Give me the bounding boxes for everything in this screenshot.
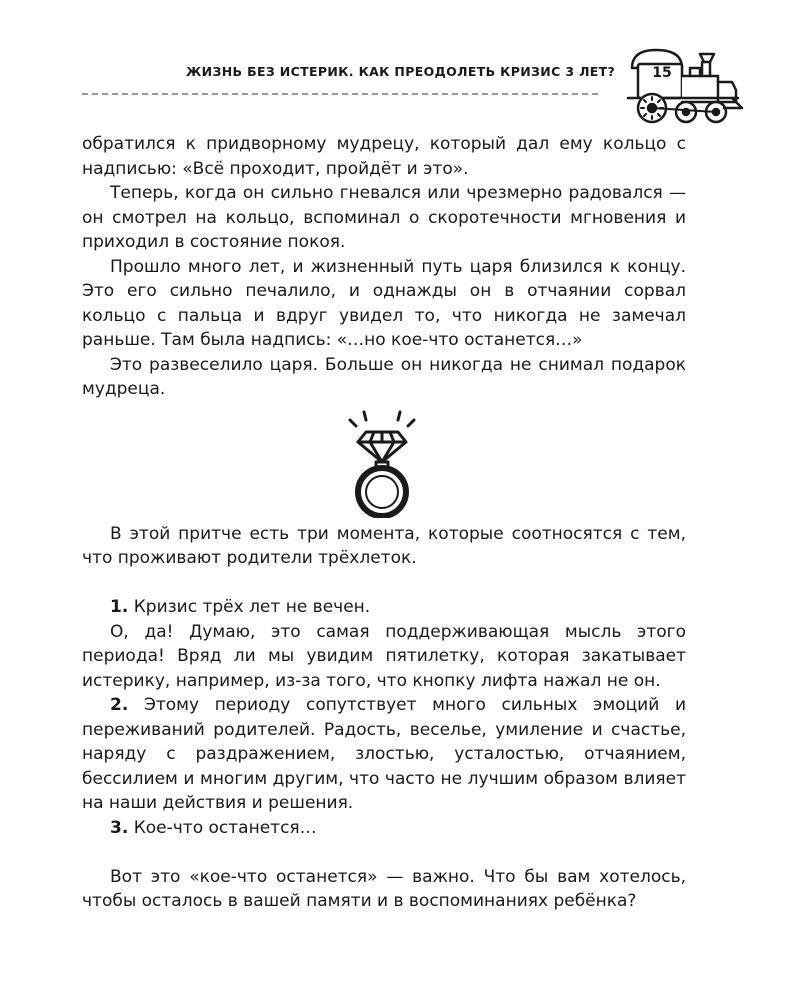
list-number: 2. [110,695,129,715]
list-number: 3. [110,817,129,838]
paragraph: обратился к придворному мудрецу, который дал ему кольцо с надписью: «Всё проходит, пройдёт и это». [82,134,686,179]
paragraph: Теперь, когда он сильно гневался или чрезмерно радовался — он смотрел на кольцо, вспоминал о скоротечности мгновения и приходил в состояние покоя. [82,183,686,252]
paragraph: Прошло много лет, и жизненный путь царя близился к концу. Это его сильно печалило, и однажды он в отчаянии сорвал кольцо с пальца и вдруг увидел то, что никогда не замечал раньше. Там была надпись: «…но кое-что останется…» [82,256,686,350]
list-item-text: Кризис трёх лет не вечен. [133,597,371,617]
list-item-3 [82,816,686,841]
list-item-text: Кое-что останется… [133,817,317,838]
paragraph: В этой притче есть три момента, которые соотносятся с тем, что проживают родители трёхлеток. [82,523,686,568]
page-body [82,132,686,914]
list-number: 1. [110,597,129,617]
list-item-2 [82,693,686,816]
ring-illustration [82,402,686,522]
list-item-1 [82,595,686,620]
list-item-text: Этому периоду сопутствует много сильных эмоций и переживаний родителей. Радость, веселье, умиление и счастье, наряду с раздражением, злостью, усталостью, отчаянием, бессилием и многим другим, что часто не лучшим образом влияет на наши действия и решения. [82,695,686,813]
train-icon [620,42,748,132]
paragraph: О, да! Думаю, это самая поддерживающая мысль этого периода! Вряд ли мы увидим пятилетку, которая закатывает истерику, например, из-за того, что кнопку лифта нажал не он. [82,621,686,691]
paragraph: Это развеселило царя. Больше он никогда не снимал подарок мудреца. [82,354,686,399]
page-number: 15 [652,65,672,81]
paragraph: Вот это «кое-что останется» — важно. Что бы вам хотелось, чтобы осталось в вашей памяти и в воспоминаниях ребёнка? [82,866,686,911]
diamond-ring-icon [338,410,426,518]
running-header: ЖИЗНЬ БЕЗ ИСТЕРИК. КАК ПРЕОДОЛЕТЬ КРИЗИС 3 ЛЕТ? [186,64,616,79]
header-divider [82,93,598,95]
